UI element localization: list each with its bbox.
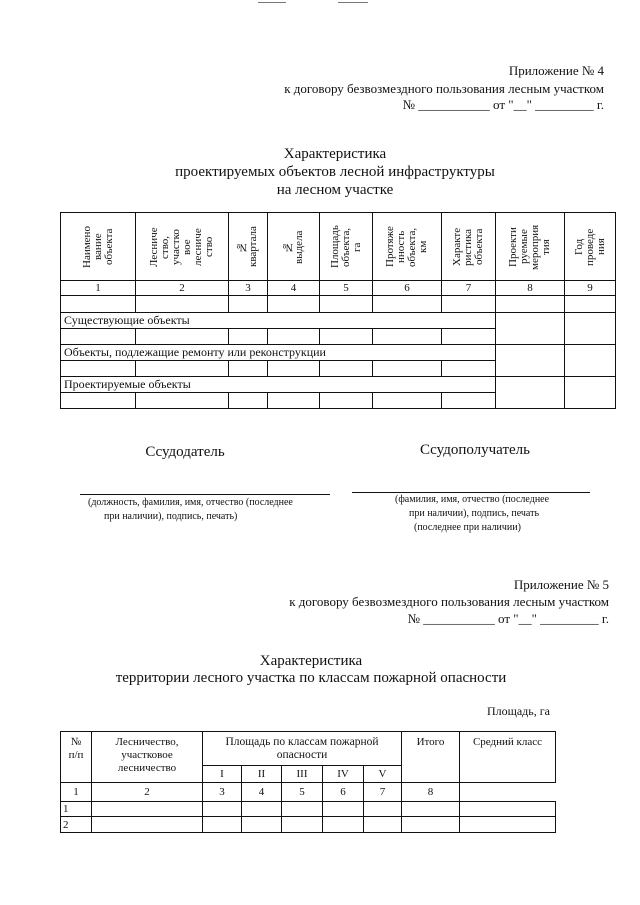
appendix-4-title: Приложение № 4 bbox=[508, 63, 604, 78]
class-III: III bbox=[282, 766, 323, 783]
lender-caption-1: (должность, фамилия, имя, отчество (последнее bbox=[88, 497, 293, 508]
header-characteristic: Характе ристика объекта bbox=[442, 213, 496, 281]
class-I: I bbox=[203, 766, 242, 783]
header-total: Итого bbox=[402, 732, 460, 783]
col-number: 6 bbox=[373, 281, 442, 296]
table-row bbox=[61, 802, 556, 817]
col-number: 8 bbox=[402, 783, 460, 802]
header-year: Год проведе ния bbox=[565, 213, 616, 281]
fire-danger-table bbox=[60, 731, 556, 833]
table-row bbox=[61, 817, 556, 833]
col-number: 1 bbox=[61, 783, 92, 802]
col-number: 2 bbox=[92, 783, 203, 802]
lender-title: Ссудодатель bbox=[145, 444, 225, 460]
char2-subtitle: территории лесного участка по классам пожарной опасности bbox=[115, 670, 507, 686]
col-number: 3 bbox=[203, 783, 242, 802]
scan-mark bbox=[338, 2, 368, 3]
table2-number-row bbox=[61, 783, 556, 802]
borrower-caption-2: при наличии), подпись, печать bbox=[409, 508, 540, 519]
section-label-existing: Существующие объекты bbox=[61, 313, 496, 329]
section-row-planned bbox=[61, 377, 616, 393]
col-number: 6 bbox=[323, 783, 364, 802]
table1-header-row bbox=[61, 213, 616, 281]
table2-header-row bbox=[61, 732, 556, 766]
header-object-name: Наимено вание объекта bbox=[61, 213, 136, 281]
col-number: 2 bbox=[136, 281, 229, 296]
borrower-caption-3: (последнее при наличии) bbox=[414, 522, 521, 533]
col-number: 7 bbox=[364, 783, 402, 802]
col-number: 4 bbox=[242, 783, 282, 802]
header-quarter: № квартала bbox=[229, 213, 268, 281]
area-unit-label: Площадь, га bbox=[486, 704, 550, 718]
appendix-4-number-line: № ___________ от "__" _________ г. bbox=[402, 97, 604, 112]
section-label-planned: Проектируемые объекты bbox=[61, 377, 496, 393]
col-number: 7 bbox=[442, 281, 496, 296]
header-average-class: Средний класс bbox=[460, 732, 556, 783]
char2-title: Характеристика bbox=[259, 653, 363, 669]
header-forestry: Лесничество, участковое лесничество bbox=[92, 732, 203, 783]
borrower-caption-1: (фамилия, имя, отчество (последнее bbox=[395, 494, 550, 505]
col-number: 8 bbox=[496, 281, 565, 296]
table-row bbox=[61, 296, 616, 313]
appendix-4-contract-line: к договору безвозмездного пользования лесным участком bbox=[284, 81, 604, 96]
borrower-signature-line bbox=[352, 492, 590, 493]
header-area-by-class: Площадь по классам пожарной опасности bbox=[203, 732, 402, 766]
section-row-existing bbox=[61, 313, 616, 329]
section-label-repair: Объекты, подлежащие ремонту или реконструкции bbox=[61, 345, 496, 361]
section-row-repair bbox=[61, 345, 616, 361]
scan-mark bbox=[258, 2, 286, 3]
appendix-5-title: Приложение № 5 bbox=[513, 577, 609, 592]
row-number: 1 bbox=[61, 802, 92, 817]
char1-subtitle-2: на лесном участке bbox=[276, 182, 394, 198]
col-number: 5 bbox=[320, 281, 373, 296]
lender-signature-line bbox=[80, 494, 330, 495]
header-allotment: № выдела bbox=[268, 213, 320, 281]
col-number: 1 bbox=[61, 281, 136, 296]
table1-number-row bbox=[61, 281, 616, 296]
borrower-title: Ссудополучатель bbox=[419, 442, 530, 458]
header-area: Площадь объекта, га bbox=[320, 213, 373, 281]
col-number: 3 bbox=[229, 281, 268, 296]
col-number: 5 bbox=[282, 783, 323, 802]
header-planned-measures: Проекти руемые мероприя тия bbox=[496, 213, 565, 281]
row-number: 2 bbox=[61, 817, 92, 833]
class-V: V bbox=[364, 766, 402, 783]
appendix-5-contract-line: к договору безвозмездного пользования лесным участком bbox=[289, 594, 609, 609]
char1-subtitle: проектируемых объектов лесной инфраструктуры bbox=[175, 164, 495, 180]
appendix-5-number-line: № ___________ от "__" _________ г. bbox=[407, 611, 609, 626]
header-row-number: № п/п bbox=[61, 732, 92, 783]
col-number: 4 bbox=[268, 281, 320, 296]
header-length: Протяже нность объекта, км bbox=[373, 213, 442, 281]
lender-caption-2: при наличии), подпись, печать) bbox=[104, 511, 238, 522]
header-forestry: Лесниче ство, участко вое лесниче ство bbox=[136, 213, 229, 281]
class-II: II bbox=[242, 766, 282, 783]
char1-title: Характеристика bbox=[283, 146, 387, 162]
col-number: 9 bbox=[565, 281, 616, 296]
class-IV: IV bbox=[323, 766, 364, 783]
infrastructure-table bbox=[60, 212, 616, 409]
